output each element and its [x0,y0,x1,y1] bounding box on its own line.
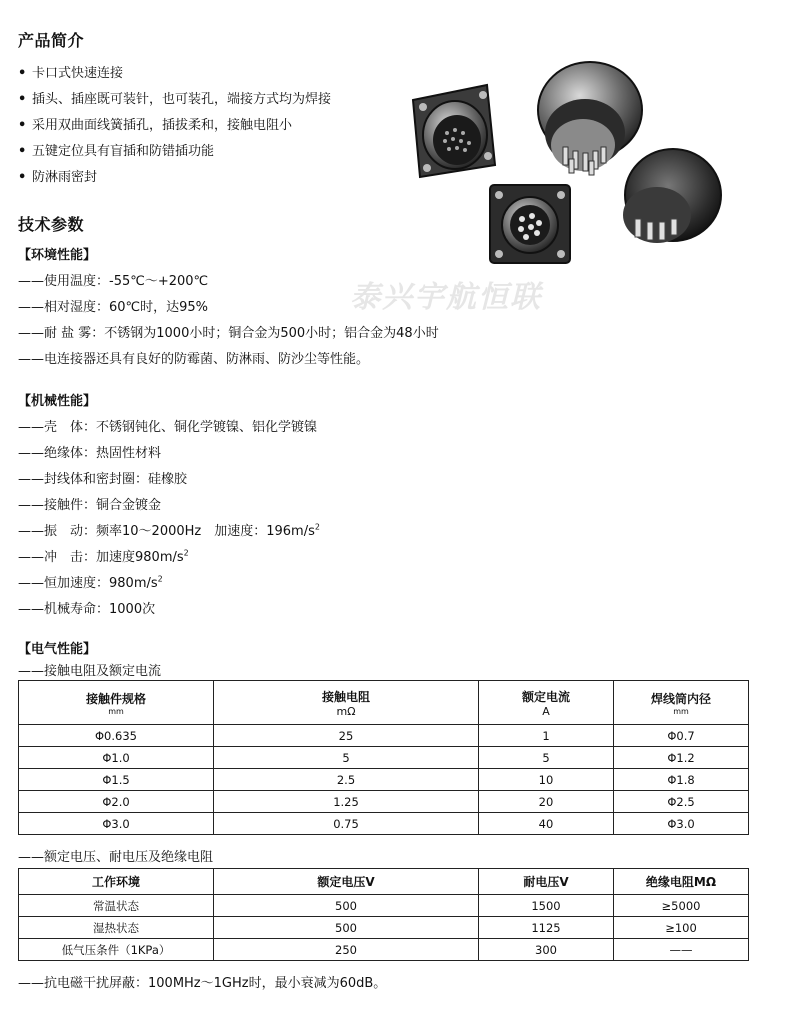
square-receptacle-shape [413,85,495,177]
table-header-cell: 焊线筒内径 mm [614,681,749,725]
mech-life: ——机械寿命：1000次 [18,602,156,617]
env-heading: 【环境性能】 [18,248,97,263]
table-row: 常温状态 500 1500 ≥5000 [19,895,749,917]
env-item: ——耐 盐 雾：不锈钢为1000小时；铜合金为500小时；铝合金为48小时 [18,326,439,341]
voltage-insulation-table [18,868,749,961]
env-item: ——相对湿度：60℃时，达95% [18,300,209,315]
mech-heading: 【机械性能】 [18,394,97,409]
table-header-cell: 额定电流 A [479,681,614,725]
dark-plug-shape [623,149,721,243]
table-header-cell: 绝缘电阻MΩ [614,869,749,895]
bullet-icon: • [18,118,27,133]
table-row: 低气压条件（1KPa） 250 300 —— [19,939,749,961]
table-header-row [19,869,749,895]
table-row: Φ3.0 0.75 40 Φ3.0 [19,813,749,835]
bullet-icon: • [18,66,27,81]
table1-caption: ——接触电阻及额定电流 [18,664,162,679]
small-square-receptacle-shape [490,185,570,263]
mech-const-accel: ——恒加速度：$980m/s^2$ [18,574,163,591]
mech-item: ——封线体和密封圈：硅橡胶 [18,472,188,487]
mech-vibration: ——振 动：频率10～2000Hz 加速度：$196m/s^2$ [18,522,320,539]
bullet-icon: • [18,92,27,107]
tech-title: 技术参数 [18,215,85,234]
mech-item: ——壳 体：不锈钢钝化、铜化学镀镍、铝化学镀镍 [18,420,318,435]
table2-caption: ——额定电压、耐电压及绝缘电阻 [18,850,214,865]
round-plug-shape [538,62,642,175]
bullet-icon: • [18,170,27,185]
table-row: Φ1.0 5 5 Φ1.2 [19,747,749,769]
table-header-cell: 接触电阻 mΩ [214,681,479,725]
feature-item: • 采用双曲面线簧插孔，插拔柔和，接触电阻小 [18,118,293,133]
table-header-cell: 工作环境 [19,869,214,895]
feature-item: • 五键定位具有盲插和防错插功能 [18,144,215,159]
elec-heading: 【电气性能】 [18,642,97,657]
mech-item: ——绝缘体：热固性材料 [18,446,162,461]
emi-shielding-note: ——抗电磁干扰屏蔽：100MHz～1GHz时，最小衰减为60dB。 [18,976,387,991]
mech-item: ——接触件：铜合金镀金 [18,498,162,513]
table-row: Φ2.0 1.25 20 Φ2.5 [19,791,749,813]
table-row: 湿热状态 500 1125 ≥100 [19,917,749,939]
env-item: ——使用温度：-55℃～+200℃ [18,274,209,289]
table-header-cell: 额定电压V [214,869,479,895]
intro-title: 产品简介 [18,31,85,50]
feature-item: • 插头、插座既可装针，也可装孔，端接方式均为焊接 [18,92,332,107]
table-header-cell: 接触件规格 mm [19,681,214,725]
table-row: Φ1.5 2.5 10 Φ1.8 [19,769,749,791]
bullet-icon: • [18,144,27,159]
table-header-row [19,681,749,725]
watermark: 泰兴宇航恒联 [350,280,542,315]
table-row: Φ0.635 25 1 Φ0.7 [19,725,749,747]
connector-product-photo [395,55,740,270]
feature-item: • 卡口式快速连接 [18,66,124,81]
table-header-cell: 耐电压V [479,869,614,895]
env-item: ——电连接器还具有良好的防霉菌、防淋雨、防沙尘等性能。 [18,352,370,367]
contact-resistance-table [18,680,749,835]
feature-item: • 防淋雨密封 [18,170,98,185]
mech-shock: ——冲 击：加速度$980m/s^2$ [18,548,189,565]
